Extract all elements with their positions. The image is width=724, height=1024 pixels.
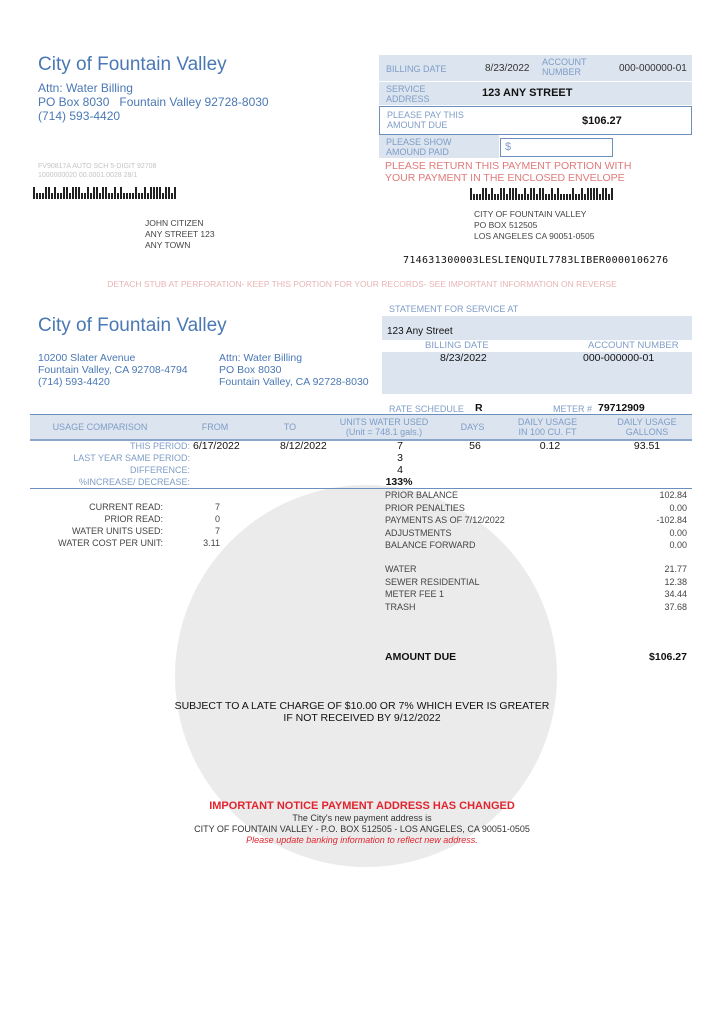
statement-billing-date-label: BILLING DATE (425, 340, 489, 351)
billing-account-panel (382, 352, 692, 394)
charge-row (385, 602, 687, 615)
header-units-line-2: (Unit = 748.1 gals.) (345, 427, 423, 437)
barcode-bar (557, 188, 559, 200)
barcode-bar (126, 193, 128, 199)
barcode-bar (48, 187, 50, 199)
notice-line-1: The City's new payment address is (292, 813, 432, 823)
barcode-bar (536, 194, 538, 200)
barcode-bar (563, 194, 565, 200)
city-hall-phone: (714) 593-4420 (38, 376, 110, 388)
barcode-bar (123, 193, 125, 199)
notice-line-2: CITY OF FOUNTAIN VALLEY - P.O. BOX 512505 - LOS ANGELES, CA 90051-0505 (194, 824, 530, 834)
charge-row-value: 21.77 (664, 564, 687, 574)
barcode-bar (587, 188, 589, 200)
stub-account-number: 000-000000-01 (619, 63, 687, 74)
barcode-bar (548, 194, 550, 200)
billing-mail-address (219, 352, 369, 388)
barcode-bar (159, 187, 161, 199)
barcode-bar (69, 193, 71, 199)
charge-row-label: TRASH (385, 601, 416, 612)
barcode-bar (72, 187, 74, 199)
barcode-bar (503, 188, 505, 200)
remit-name: CITY OF FOUNTAIN VALLEY (474, 209, 587, 219)
stub-billing-date: 8/23/2022 (485, 63, 530, 74)
read-row-value: 7 (214, 526, 220, 536)
charge-row-value: 12.38 (664, 576, 687, 587)
barcode-bar (497, 194, 499, 200)
usage-table-body (30, 440, 692, 488)
barcode-bar (560, 194, 562, 200)
balance-row-value: -102.84 (656, 515, 687, 525)
header-from: FROM (201, 422, 229, 432)
header-daily-cuft-line-2: IN 100 CU. FT (518, 427, 577, 437)
balance-row-label: PRIOR PENALTIES (385, 502, 465, 513)
barcode-bar (608, 194, 610, 200)
barcode-bar (500, 188, 502, 200)
barcode-bar (581, 188, 583, 200)
balance-row-value: 0.00 (669, 527, 687, 538)
balance-row (385, 490, 687, 503)
barcode-bar (530, 188, 532, 200)
barcode-bar (578, 194, 580, 200)
current-charges (385, 564, 687, 614)
header-to: TO (283, 422, 297, 432)
usage-row-label: LAST YEAR SAME PERIOD: (73, 453, 190, 463)
header-daily-cuft-line-1: DAILY USAGE (517, 417, 578, 427)
usage-units-this: 7 (397, 440, 403, 452)
stub-service-address: 123 ANY STREET (482, 87, 573, 99)
amount-paid-input[interactable] (500, 138, 613, 157)
barcode-bar (572, 188, 574, 200)
barcode-bar (575, 194, 577, 200)
balance-summary (385, 490, 687, 553)
amount-due-label: AMOUNT DUE (385, 651, 457, 663)
barcode-bar (108, 193, 110, 199)
balance-row-label: PRIOR BALANCE (385, 490, 459, 500)
barcode-bar (521, 194, 523, 200)
barcode-bar (488, 194, 490, 200)
remit-address (474, 209, 595, 242)
usage-units-difference: 4 (397, 464, 403, 476)
detach-notice: DETACH STUB AT PERFORATION- KEEP THIS PORTION FOR YOUR RECORDS- SEE IMPORTANT INFORMATION ON REVERSE (107, 279, 617, 289)
barcode-bar (144, 187, 146, 199)
service-at-label: STATEMENT FOR SERVICE AT (389, 304, 519, 314)
charge-row-label: WATER (385, 564, 417, 574)
payment-address-notice (100, 800, 624, 846)
balance-row-label: PAYMENTS AS OF 7/12/2022 (385, 515, 505, 525)
return-notice-line-1: PLEASE RETURN THIS PAYMENT PORTION WITH (385, 160, 632, 172)
rate-schedule-value: R (475, 402, 483, 414)
amount-paid-value: $ (505, 141, 512, 153)
amount-due-value: $106.27 (649, 651, 687, 663)
barcode-bar (596, 188, 598, 200)
barcode-bar (36, 193, 38, 199)
stub-show-paid-label: PLEASE SHOW AMOUND PAID (386, 137, 452, 157)
balance-row (385, 528, 687, 541)
statement-org-title: City of Fountain Valley (38, 315, 227, 336)
barcode-bar (515, 188, 517, 200)
barcode-bar (506, 194, 508, 200)
stub-pay-amount-label: PLEASE PAY THIS AMOUNT DUE (387, 110, 464, 130)
barcode-bar (165, 187, 167, 199)
barcode-bar (102, 187, 104, 199)
barcode-bar (153, 187, 155, 199)
barcode-bar (120, 187, 122, 199)
charge-row-label: METER FEE 1 (385, 589, 445, 599)
billing-po: PO Box 8030 (219, 364, 282, 376)
balance-row (385, 515, 687, 528)
charge-row (385, 564, 687, 577)
usage-from: 6/17/2022 (193, 440, 240, 452)
read-row (30, 526, 230, 538)
usage-header-row (30, 414, 692, 441)
balance-row (385, 503, 687, 516)
postal-barcode-remit (470, 188, 613, 200)
ocr-scanline: 714631300003LESLIENQUIL7783LIBER0000106276 (403, 255, 669, 266)
balance-row-value: 102.84 (659, 490, 687, 500)
read-row-value: 3.11 (203, 538, 220, 548)
barcode-bar (135, 187, 137, 199)
read-row-label: WATER COST PER UNIT: (58, 538, 163, 548)
barcode-bar (590, 188, 592, 200)
charge-row-value: 34.44 (664, 589, 687, 599)
usage-units-percent: 133% (385, 476, 413, 488)
barcode-bar (168, 187, 170, 199)
barcode-bar (599, 194, 601, 200)
header-days: DAYS (460, 422, 485, 432)
barcode-bar (63, 187, 65, 199)
late-charge-line-1: SUBJECT TO A LATE CHARGE OF $10.00 OR 7% WHICH EVER IS GREATER (174, 700, 550, 712)
barcode-bar (566, 194, 568, 200)
service-at-panel (382, 316, 692, 340)
barcode-bar (99, 193, 101, 199)
late-charge-line-2: IF NOT RECEIVED BY 9/12/2022 (283, 712, 441, 724)
mail-codes (38, 163, 156, 180)
read-row-label: WATER UNITS USED: (71, 526, 163, 536)
barcode-bar (87, 187, 89, 199)
barcode-bar (105, 187, 107, 199)
barcode-bar (482, 188, 484, 200)
statement-account-number: 000-000000-01 (583, 352, 655, 364)
statement-account-number-label: ACCOUNT NUMBER (588, 340, 679, 351)
service-at-value: 123 Any Street (387, 326, 453, 337)
header-usage-comparison: USAGE COMPARISON (52, 422, 148, 432)
stub-pay-amount-box (379, 106, 692, 135)
notice-heading: IMPORTANT NOTICE PAYMENT ADDRESS HAS CHANGED (209, 800, 515, 812)
mail-code-2: 1000000020 00.0001.0028 28/1 (38, 171, 138, 179)
barcode-bar (539, 188, 541, 200)
barcode-bar (533, 188, 535, 200)
barcode-bar (129, 193, 131, 199)
barcode-bar (473, 194, 475, 200)
header-units-line-1: UNITS WATER USED (339, 417, 429, 427)
usage-to: 8/12/2022 (280, 440, 327, 452)
balance-row-label: ADJUSTMENTS (385, 527, 452, 538)
barcode-bar (60, 193, 62, 199)
read-row (30, 538, 230, 550)
barcode-bar (611, 188, 613, 200)
barcode-bar (554, 194, 556, 200)
barcode-bar (57, 193, 59, 199)
barcode-bar (147, 193, 149, 199)
barcode-bar (162, 193, 164, 199)
remit-po: PO BOX 512505 (474, 220, 538, 230)
barcode-bar (90, 193, 92, 199)
barcode-bar (485, 188, 487, 200)
barcode-bar (584, 194, 586, 200)
barcode-bar (551, 188, 553, 200)
usage-daily-gallons: 93.51 (633, 440, 661, 452)
barcode-bar (605, 188, 607, 200)
barcode-bar (138, 193, 140, 199)
barcode-bar (491, 188, 493, 200)
header-daily-gal-line-2: GALLONS (625, 427, 669, 437)
read-row-value: 0 (214, 514, 220, 524)
charge-row (385, 589, 687, 602)
header-daily-usage-cuft (505, 417, 590, 437)
balance-row-label: BALANCE FORWARD (385, 540, 476, 550)
barcode-bar (33, 187, 35, 199)
barcode-bar (54, 187, 56, 199)
stub-show-paid-row (379, 135, 499, 158)
barcode-bar (96, 187, 98, 199)
barcode-bar (542, 188, 544, 200)
barcode-bar (141, 193, 143, 199)
read-row-label: CURRENT READ: (89, 502, 163, 512)
barcode-bar (39, 193, 41, 199)
barcode-bar (527, 194, 529, 200)
barcode-bar (45, 187, 47, 199)
mail-code-1: FV90817A AUTO SCH 5-DIGIT 92708 (38, 163, 157, 170)
balance-row (385, 540, 687, 553)
stub-pay-amount: $106.27 (582, 115, 622, 127)
city-hall-address (38, 352, 188, 388)
barcode-bar (132, 193, 134, 199)
charge-row-value: 37.68 (664, 601, 687, 612)
stub-billing-row (379, 55, 692, 81)
stub-po-line: PO Box 8030 Fountain Valley 92728-8030 (38, 95, 269, 109)
read-row (30, 514, 230, 526)
barcode-bar (470, 188, 472, 200)
barcode-bar (518, 194, 520, 200)
statement-billing-date: 8/23/2022 (440, 352, 487, 364)
barcode-bar (545, 194, 547, 200)
balance-row-value: 0.00 (669, 502, 687, 513)
city-hall-city: Fountain Valley, CA 92708-4794 (38, 364, 188, 376)
recipient-town: ANY TOWN (145, 240, 191, 250)
barcode-bar (42, 193, 44, 199)
return-notice-line-2: YOUR PAYMENT IN THE ENCLOSED ENVELOPE (385, 172, 625, 184)
barcode-bar (78, 187, 80, 199)
billing-attn: Attn: Water Billing (219, 352, 303, 364)
stub-return-address (38, 81, 269, 123)
postal-barcode-recipient (33, 187, 176, 199)
usage-days: 56 (469, 440, 481, 452)
barcode-bar (93, 187, 95, 199)
meter-reads (30, 502, 230, 550)
barcode-bar (171, 193, 173, 199)
stub-service-address-label: SERVICE ADDRESS (386, 84, 430, 104)
meter-number: 79712909 (598, 402, 645, 414)
barcode-bar (512, 188, 514, 200)
stub-attn: Attn: Water Billing (38, 81, 133, 95)
barcode-bar (524, 188, 526, 200)
meter-label: METER # (553, 404, 593, 414)
barcode-bar (66, 187, 68, 199)
barcode-bar (117, 193, 119, 199)
usage-daily-cuft: 0.12 (539, 440, 561, 452)
barcode-bar (156, 187, 158, 199)
usage-row-label: THIS PERIOD: (129, 441, 190, 451)
stub-billing-date-label: BILLING DATE (386, 64, 447, 74)
recipient-address (145, 218, 215, 251)
read-row-label: PRIOR READ: (104, 514, 163, 524)
rate-schedule-label: RATE SCHEDULE (389, 404, 464, 414)
city-hall-street: 10200 Slater Avenue (38, 352, 136, 364)
billing-city: Fountain Valley, CA 92728-8030 (219, 376, 369, 388)
barcode-bar (602, 188, 604, 200)
charge-row-label: SEWER RESIDENTIAL (385, 576, 480, 587)
barcode-bar (476, 194, 478, 200)
recipient-street: ANY STREET 123 (145, 229, 215, 239)
barcode-bar (174, 187, 176, 199)
remit-city: LOS ANGELES CA 90051-0505 (474, 231, 595, 241)
stub-service-row (379, 82, 692, 105)
read-row (30, 502, 230, 514)
header-daily-gal-line-1: DAILY USAGE (617, 417, 677, 427)
stub-phone: (714) 593-4420 (38, 109, 121, 123)
barcode-bar (150, 187, 152, 199)
notice-line-3: Please update banking information to reflect new address. (246, 835, 478, 845)
barcode-bar (593, 188, 595, 200)
stub-org-title: City of Fountain Valley (38, 54, 227, 75)
barcode-bar (51, 193, 53, 199)
usage-units-last-year: 3 (397, 452, 403, 464)
barcode-bar (479, 194, 481, 200)
charge-row (385, 577, 687, 590)
late-charge-notice (150, 700, 574, 724)
barcode-bar (81, 193, 83, 199)
usage-row-label: %INCREASE/ DECREASE: (78, 477, 190, 487)
barcode-bar (75, 187, 77, 199)
barcode-bar (494, 194, 496, 200)
barcode-bar (509, 188, 511, 200)
barcode-bar (114, 187, 116, 199)
barcode-bar (569, 194, 571, 200)
barcode-bar (111, 193, 113, 199)
return-notice (385, 160, 631, 184)
header-units-water-used (328, 417, 440, 437)
barcode-bar (84, 193, 86, 199)
header-daily-usage-gallons (602, 417, 692, 437)
usage-divider (30, 488, 692, 489)
stub-account-number-label: ACCOUNT NUMBER (542, 57, 587, 77)
balance-row-value: 0.00 (669, 540, 687, 550)
usage-row-label: DIFFERENCE: (129, 465, 190, 475)
recipient-name: JOHN CITIZEN (145, 218, 204, 228)
read-row-value: 7 (214, 502, 220, 512)
